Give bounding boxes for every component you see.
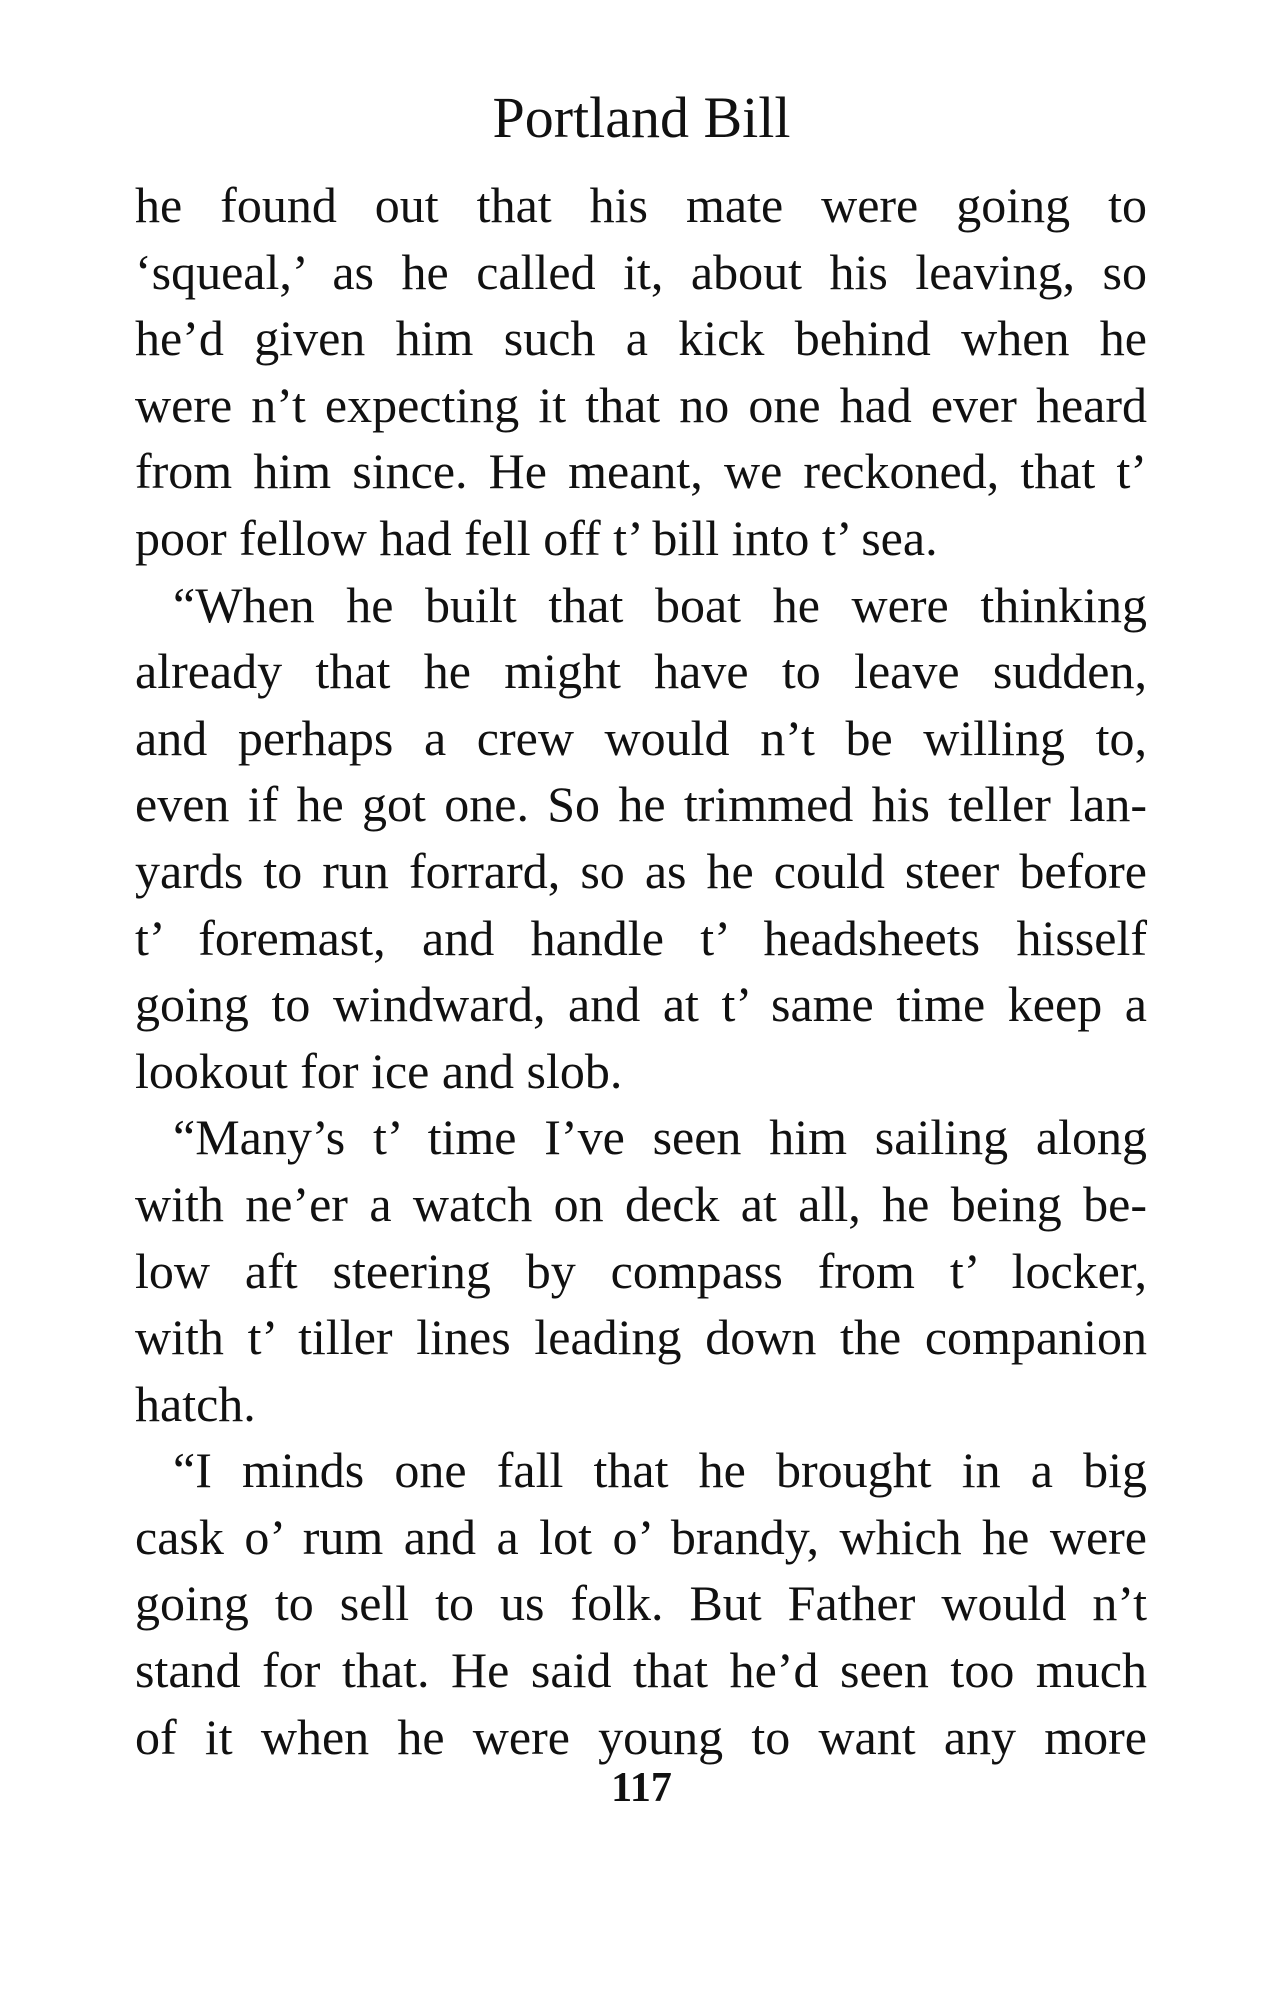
- text-line: of it when he were young to want any more: [135, 1708, 1147, 1765]
- text-line: already that he might have to leave sudden,: [135, 643, 1147, 700]
- text-line: lookout for ice and slob.: [135, 1042, 623, 1099]
- text-line: “I minds one fall that he brought in a big: [173, 1442, 1147, 1499]
- text-line: from him since. He meant, we reckoned, that t’: [135, 443, 1147, 500]
- text-line: were n’t expecting it that no one had ever heard: [135, 376, 1147, 433]
- body-text: [135, 172, 1147, 1770]
- text-line: t’ foremast, and handle t’ headsheets hisself: [135, 909, 1147, 966]
- running-head: Portland Bill: [492, 85, 791, 150]
- text-line: and perhaps a crew would n’t be willing to,: [135, 709, 1147, 766]
- text-line: “Many’s t’ time I’ve seen him sailing along: [173, 1109, 1147, 1166]
- text-line: hatch.: [135, 1375, 256, 1432]
- text-line: with t’ tiller lines leading down the companion: [135, 1309, 1147, 1366]
- text-line: “When he built that boat he were thinking: [173, 576, 1147, 633]
- text-line: cask o’ rum and a lot o’ brandy, which he were: [135, 1508, 1147, 1565]
- page-number: 117: [611, 1765, 672, 1811]
- text-line: low aft steering by compass from t’ locker,: [135, 1242, 1147, 1299]
- text-line: he’d given him such a kick behind when he: [135, 310, 1147, 367]
- text-line: with ne’er a watch on deck at all, he being be-: [135, 1175, 1147, 1232]
- text-line: he found out that his mate were going to: [135, 177, 1147, 233]
- text-line: stand for that. He said that he’d seen too much: [135, 1642, 1147, 1699]
- text-line: ‘squeal,’ as he called it, about his leaving, so: [135, 243, 1147, 300]
- text-line: going to windward, and at t’ same time keep a: [135, 976, 1147, 1033]
- text-line: poor fellow had fell off t’ bill into t’ sea.: [135, 509, 938, 566]
- text-line: yards to run forrard, so as he could steer before: [135, 842, 1147, 899]
- text-line: going to sell to us folk. But Father would n’t: [135, 1575, 1147, 1632]
- text-line: even if he got one. So he trimmed his teller lan-: [135, 776, 1147, 833]
